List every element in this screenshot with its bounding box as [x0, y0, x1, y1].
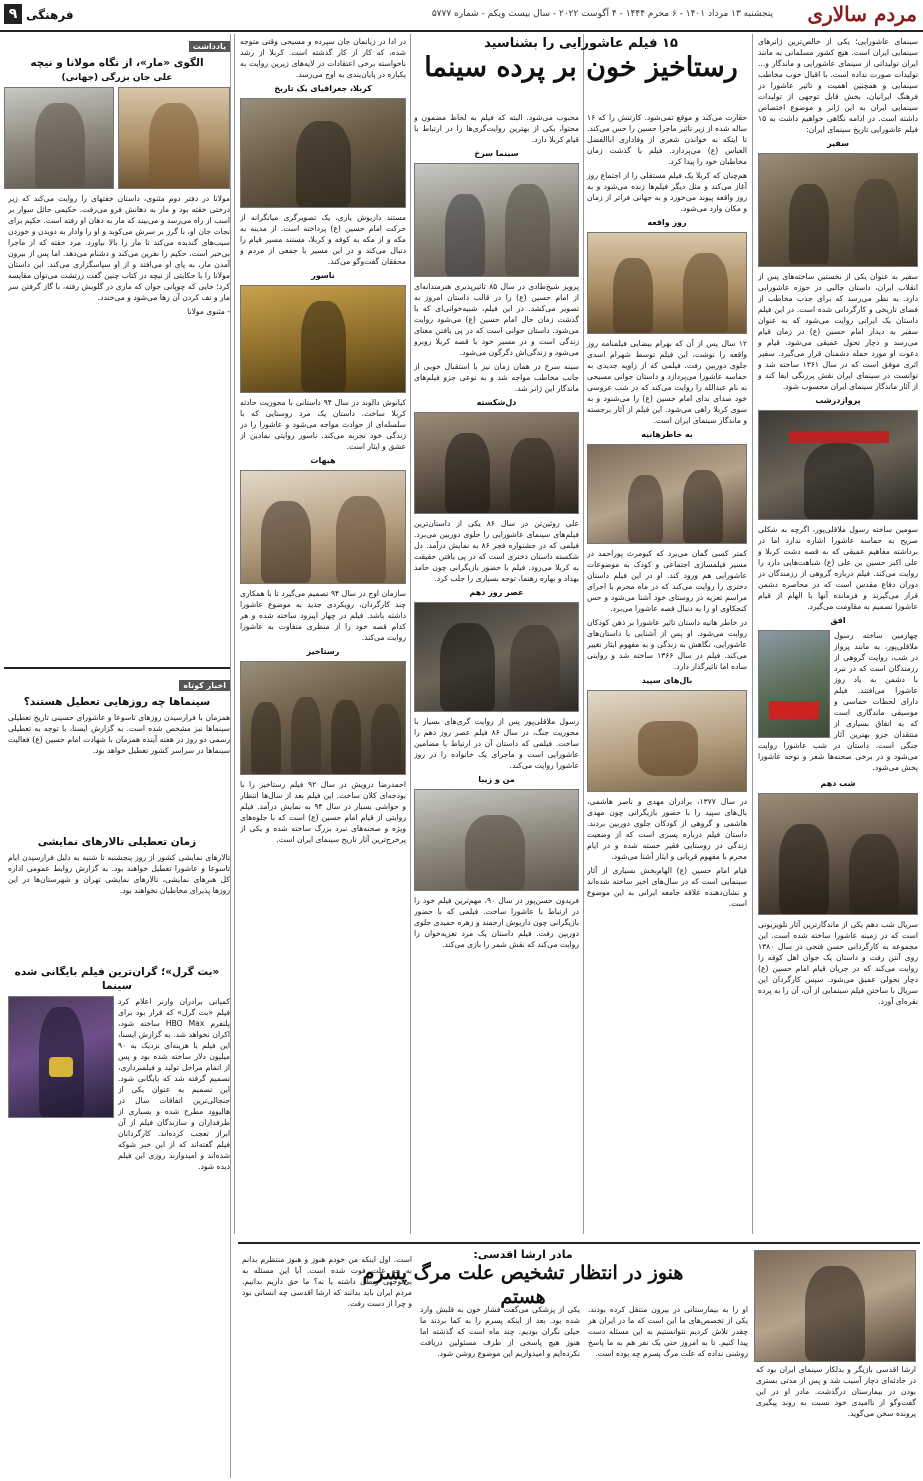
- paragraph-ofogh: چهارمین ساخته رسول ملاقلی‌پور، به مانند پرواز در شب، روایت گروهی از رزمندگان است که در نبرد با دشمن به یاد روز عاشورا می‌افتند. فیلم دارای لحظات حماسی و موسیقی ماندگاری است که به اتفاق بسیاری از منتقدان جزو بهترین آثار جنگی است. داستان در شب عاشورا روایت می‌شود و در برخی صحنه‌ها شعر و نوحه عاشورا پخش می‌شود.: [758, 631, 918, 772]
- news3-block: [4, 996, 230, 1326]
- sidebar-title: الگوی «مار»، از نگاه مولانا و نیچه: [30, 57, 204, 69]
- photo-rumi: [118, 87, 230, 189]
- photo-nietzsche: [4, 87, 114, 189]
- news3-title: «بت گرل»؛ گران‌ترین فیلم بایگانی شده سینما: [14, 966, 220, 992]
- caption-man-va-ziba: من و زیبا: [478, 775, 515, 784]
- caption-delshekasteh: دل‌شکسته: [476, 398, 517, 407]
- sidebar-essay: [8, 193, 230, 663]
- paragraph-heyhat: سازمان اوج در سال ۹۴ تصمیم می‌گیرد تا با همکاری چند کارگردان، رویکردی جدید به موضوع عاشورا داشته باشد. فیلم در چهار اپیزود ساخته شده و هر کدام قصه خود را از منظری متفاوت به عاشورا روایت می‌کند.: [240, 589, 406, 642]
- news-tag: اخبار کوتاه: [179, 680, 230, 691]
- column-1: [758, 36, 918, 1236]
- masthead: [0, 0, 923, 32]
- photo-rastakhiz: [240, 661, 406, 775]
- bottom-col-3: [420, 1304, 580, 1476]
- sidebar-signature: - مثنوی مولانا: [187, 307, 230, 316]
- news1-title: سینماها چه روزهایی تعطیل هستند؟: [23, 696, 211, 708]
- paragraph-safir: سفیر به عنوان یکی از نخستین ساخته‌های پس از انقلاب ایران، داستان جالبی در حوزه عاشورایی دارد. به نظر می‌رسد که برای جذب مخاطب از فضای تاریخی و کارگردانی شده است. در این فیلم داستان یک ایرانی روایت می‌شود که به عنوان سفیر به دیدار امام حسین (ع) در زمان قیام می‌رسد و دچار تحول عمیقی می‌شود. قیام و دعوت او مورد حمله دشمنان قرار می‌گیرد. سفیر اثری موفق است که در سال ۱۳۶۱ ساخته شد و توانست در سینمای ایران نقش پررنگی ایفا کند و از آثار ماندگار سینمای ایران محسوب شود.: [758, 272, 918, 391]
- photo-safir: [758, 153, 918, 267]
- main-headline: رستاخیز خون بر پرده سینما: [424, 52, 738, 83]
- paragraph-delshekasteh: علی روئین‌تن در سال ۸۶ یکی از داستان‌ترین فیلم‌های سینمای عاشورایی را جلوی دوربین می‌برد. فیلمی که در جشنواره فجر ۸۶ به نمایش درآمد. دل شکسته داستان دختری است که در پی یافتن حقیقت به کربلا می‌رود. فیلم با حضور بازیگرانی چون حامد بهداد و بهاره رهنما، توجه بسیاری را جلب کرد.: [414, 519, 579, 583]
- column-divider: [583, 34, 584, 1234]
- paragraph-asr-rooz-dahom: رسول ملاقلی‌پور پس از روایت گری‌های بسیار با محوریت جنگ، در سال ۸۶ فیلم عصر روز دهم را ساخت. فیلمی که داستان آن در ارتباط با مضامین عاشورایی است و ماجرای یک خانواده را در روز عاشورا روایت می‌کند.: [414, 717, 579, 770]
- photo-asr-rooz-dahom: [414, 602, 579, 712]
- sidebar-author: علی جان بزرگی (جهانی): [61, 73, 173, 83]
- photo-nasoor: [240, 285, 406, 393]
- paragraph-col3-1: محبوب می‌شود. البته که فیلم به لحاظ مضمون و محتوا، یکی از بهترین روایت‌گری‌ها را در ارتباط با قیام کربلا دارد.: [414, 113, 579, 144]
- sidebar-tag: یادداشت: [189, 41, 230, 52]
- news2-body: تالارهای نمایشی کشور از روز پنجشنبه تا شنبه به دلیل فرارسیدن ایام تاسوعا و عاشورا تعطیل خواهند بود. به گزارش روابط عمومی اداره کل هنرهای نمایشی، تالارهای نمایشی تهران و شهرستان‌ها در این روزها پذیرای مخاطبان نخواهند بود.: [8, 853, 230, 895]
- caption-hanieh: به خاطرهانیه: [641, 430, 693, 439]
- column-divider: [752, 34, 753, 1234]
- sidebar-essay-body: مولانا در دفتر دوم مثنوی، داستان خفتهای را روایت می‌کند که زیر درختی خفته بود و مار به دهانش فرو می‌رفت. حکیمی حائل سوار بر اسب از راه می‌رسد و می‌بیند که مار به دهان او رفته است. حکیم برای نجات جان او، با گرز بر سرش می‌کوبد و او را وادار به دویدن و خوردن سیب‌های گندیده می‌کند تا مار را بالا بیاورد. مرد خفته که از ماجرا بی‌خبر است، حکیم را نفرین می‌کند و دشنام می‌دهد. اما پس از بیرون آمدن مار، به پای او می‌افتد و از او سپاسگزاری می‌کند. این داستان مولانا را با حکایتی از نیچه در کتاب چنین گفت زرتشت می‌توان مقایسه کرد؛ جایی که چوپانی جوان که ماری در گلویش رفته، با گاز گرفتن سر مار و تف کردن آن رها می‌شود و می‌خندد.: [8, 194, 230, 302]
- bottom-paragraph-2: یکی از پزشکی می‌گفت فشار خون به قلبش وارد شده بود. بعد از اینکه پسرم را به کما بردند ما خیلی نگران بودیم. چند ماه است که گذشته اما هنوز هیچ پاسخی از طرف مسئولین دریافت نکرده‌ایم و امیدواریم این موضوع روشن شود.: [420, 1305, 580, 1358]
- bottom-kicker: مادر ارشا اقدسی:: [473, 1248, 573, 1261]
- paragraph-rastakhiz: احمدرضا درویش در سال ۹۲ فیلم رستاخیز را با بودجه‌ای کلان ساخت. این فیلم بعد از سال‌ها انتظار و حواشی بسیار در سال ۹۴ به نمایش درآمد. فیلم روایتی از قیام امام حسین (ع) است که با جلوه‌های ویژه و صحنه‌های نبرد بزرگ ساخته شده و یکی از پرخرج‌ترین آثار تاریخ سینمای ایران است.: [240, 780, 406, 844]
- column-3: [414, 112, 579, 1236]
- caption-sineh-sorkh: سینما سرخ: [474, 149, 519, 158]
- paragraph-sineh-sorkh-2: سینه سرخ در همان زمان نیز با استقبال خوبی از جانب مخاطب مواجه شد و به نوعی جزو فیلم‌های ماندگار این ژانر شد.: [414, 362, 579, 393]
- photo-balhaye-sepid: [587, 690, 747, 792]
- paragraph-nasoor: کیانوش دالوند در سال ۹۴ داستانی با محوریت حادثه کربلا ساخت. داستان یک مرد روستایی که با سلسله‌ای از حوادث مواجه می‌شود و عاشورا را در زندگی خود تجربه می‌کند. ناسور روایتی نمادین از عشق و ایثار است.: [240, 398, 406, 451]
- paragraph-man-va-ziba: فریدون حسن‌پور در سال ۹۰، مهم‌ترین فیلم خود را در ارتباط با عاشورا ساخت. فیلمی که با حضور بازیگرانی چون داریوش ارجمند و زهره حمیدی جلوی دوربین رفت. فیلم داستان یک مرد تعزیه‌خوان را روایت می‌کند که نقش شمر را بازی می‌کند.: [414, 896, 579, 949]
- column-divider: [234, 34, 235, 1234]
- bottom-paragraph-1: او را به بیمارستانی در بیرون منتقل کرده بودند. یکی از تخصص‌های ما این است که ما در ایران هر چقدر تلاش کردیم نتوانستیم به این مسئله دست پیدا کنیم. تا به امروز حتی یک نفر هم به ما پاسخ روشنی نداده که علت مرگ پسرم چه بوده است.: [588, 1305, 748, 1358]
- left-sidebar: [4, 34, 231, 1478]
- caption-safir: سفیر: [827, 139, 849, 148]
- caption-rastakhiz: رستاخیز: [306, 647, 340, 656]
- bottom-col-2: [588, 1304, 748, 1476]
- paragraph-karbala: مستند داریوش یاری، یک تصویرگری میانگرانه از حرکت امام حسین (ع) پرداخته است. از مدینه به مکه و از مکه به کوفه و کربلا، مستند مسیر قیام را دنبال می‌کند و در این مسیر با جمعی از مردم و محققان گفت‌وگو می‌کند.: [240, 213, 406, 266]
- paragraph-balhaye-sepid: در سال ۱۳۷۷، برادران مهدی و ناصر هاشمی، بال‌های سپید را با حضور بازیگرانی چون مهدی هاشمی و گروهی از کودکان جلوی دوربین بردند. داستان فیلم درباره پسری است که از وضعیت زندگی در روستایی فقیر خسته شده و در ایام محرم با مفهوم قربانی و ایثار آشنا می‌شود.: [587, 797, 747, 861]
- news3-body: کمپانی برادران وارنر اعلام کرد فیلم «بت گرل» که قرار بود برای پلتفرم HBO Max ساخته شود، اکران نخواهد شد. به گزارش ایسنا، این فیلم با هزینه‌ای نزدیک به ۹۰ میلیون دلار ساخته شده بود و پس از اتمام مراحل تولید و فیلمبرداری، تصمیم گرفته شد که بایگانی شود. این تصمیم به عنوان یکی از جنجالی‌ترین اتفاقات سال در هالیوود مطرح شده و بسیاری از طرفداران و سازندگان فیلم از آن ابراز تعجب کرده‌اند. کارگردانان فیلم گفته‌اند که از این خبر شوکه شده‌اند و امیدوارند روزی این فیلم دیده شود.: [118, 997, 230, 1171]
- paragraph-col4-1: در ادا در زیانمان جان سپرده و مسیحی وقتی متوجه شده، که کار از کار گذشته است. کربلا از رشد ناخواسته برخی اعتقادات در لایه‌های زیرین روایت به یکباره در پایان‌بندی به اوج می‌رسد.: [240, 37, 406, 79]
- caption-nasoor: ناسور: [311, 271, 335, 280]
- bottom-headline: هنوز در انتظار تشخیص علت مرگ پسرم هستم: [362, 1262, 684, 1308]
- caption-heyhat: هیهات: [310, 456, 336, 465]
- paragraph-col2-end: قیام امام حسین (ع) الهام‌بخش بسیاری از آثار سینمایی است که در سال‌های اخیر ساخته شده‌اند و نشان‌دهنده علاقه جامعه ایرانی به این موضوع است.: [587, 866, 747, 908]
- photo-delshekasteh: [414, 412, 579, 514]
- photo-shab-dahom: [758, 793, 918, 915]
- column-2: [587, 112, 747, 1236]
- photo-rooz-vaghe: [587, 232, 747, 334]
- news2-title: زمان تعطیلی تالارهای نمایشی: [37, 836, 197, 848]
- main-kicker: ۱۵ فیلم عاشورایی را بشناسید: [484, 36, 678, 51]
- paragraph-hanieh-2: در خاطر هانیه داستان تاثیر عاشورا بر ذهن کودکان روایت می‌شود. او پس از آشنایی با داستان‌های عاشورایی، نگاهش به زندگی و به مفهوم ایثار تغییر می‌کند. فیلم در سال ۱۳۶۶ ساخته شد و روایتی ساده اما تاثیرگذار دارد.: [587, 618, 747, 671]
- news1-body-wrap: [8, 712, 230, 832]
- photo-arsha-aghdasi: [754, 1250, 916, 1362]
- main-headline-block: [414, 36, 748, 108]
- news3-body-wrap: [118, 996, 230, 1326]
- paragraph-col2-1: حقارت می‌کند و موقع تمی‌شود. کارتنش را که ۱۶ ساله شده از زیر تاثیر ماجرا حسین را حس می‌کند. تا اینکه به خواندن شعری از وفاداری اباالفضل العباس (ع) می‌پردازد. فیلم با گذشت زمان مخاطبان خود را پیدا کرد.: [587, 113, 747, 166]
- photo-sineh-sorkh: [414, 163, 579, 277]
- paragraph-shab-dahom: سریال شب دهم یکی از ماندگارترین آثار تلویزیونی است که در زمینه عاشورا ساخته شده است. این مجموعه به کارگردانی حسن فتحی در سال ۱۳۸۰ روی آنتن رفت و داستان یک جوان اهل کوفه را روایت می‌کند که در جریان قیام امام حسین (ع) دچار تحولی عمیق می‌شود. سپس کارگردان این سریال با ساختن فیلم سینمایی از آن، آن را به پرده نقره‌ای آورد.: [758, 920, 918, 1006]
- newspaper-logo: مردم سالاری: [807, 2, 917, 26]
- paragraph-hanieh-1: کمتر کسی گمان می‌برد که کیومرث پوراحمد در مسیر فیلمسازی اجتماعی و کودک به موضوعات عاشورایی هم ورود کند. او در این فیلم داستان دختری را روایت می‌کند که در ماه محرم با اجرای مراسم تعزیه در روستای خود آشنا می‌شود و حس کنجکاوی او را به دنبال قصه عاشورا می‌برد.: [587, 549, 747, 613]
- photo-batgirl: [8, 996, 114, 1118]
- photo-man-va-ziba: [414, 789, 579, 891]
- page-number: ۹: [4, 4, 22, 24]
- photo-hanieh: [587, 444, 747, 544]
- paragraph-col2-2: هم‌چنان که کربلا یک فیلم مستقلی را از اجتماع روز آغاز می‌کند و مثل دیگر فیلم‌ها زنده می‌شود و به روز واقعه پیوند می‌خورد و به جهانی فراتر از زمان و مکان وارد می‌شود.: [587, 171, 747, 213]
- bottom-paragraph-3: است. اول اینکه من خودم هنوز و هنوز منتظرم بدانم به چه علت فوت شده است. آیا این مسئله به بی‌توجهی ربطی داشته یا نه؟ ما حق داریم بدانیم. مردم ایران باید بدانند که ارشا اقدسی چه انسانی بود و چرا از دست رفت.: [242, 1255, 412, 1308]
- photo-karbala: [240, 98, 406, 208]
- paragraph-rooz-vaghe: ۱۲ سال پس از آن که بهرام بیضایی فیلمنامه روز واقعه را نوشت، این فیلم توسط شهرام اسدی جلوی دوربین رفت. فیلمی که از زاویه جدیدی به حماسه عاشورا می‌پردازد و داستان جوانی مسیحی به نام عبدالله را روایت می‌کند که در شب عروسی خود صدای ندای امام حسین (ع) را می‌شنود و به سوی کربلا راهی می‌شود. این فیلم از آثار برجسته و ماندگار سینمای ایران است.: [587, 339, 747, 425]
- photo-heyhat: [240, 470, 406, 584]
- caption-asr-rooz-dahom: عصر روز دهم: [469, 588, 524, 597]
- bottom-col-1: [756, 1364, 916, 1476]
- caption-parvaz: پروازدرشب: [815, 396, 861, 405]
- caption-balhaye-sepid: بال‌های سپید: [641, 676, 693, 685]
- caption-karbala: کربلا، جغرافیای یک تاریخ: [274, 84, 372, 93]
- caption-rooz-vaghe: روز واقعه: [647, 218, 687, 227]
- caption-shab-dahom: شب دهم: [820, 779, 856, 788]
- photo-ofogh-poster: [758, 630, 830, 738]
- paragraph-parvaz: سومین ساخته رسول ملاقلی‌پور، اگرچه به شکلی صریح به حماسه عاشورا اشاره ندارد اما در برداشته مفاهیم عمیقی که به قصه دشت کربلا و علی اکبر حسین بن علی (ع) شباهت‌هایی دارد را روایت می‌کند. فیلم درباره گروهی از رزمندگان در دوران دفاع مقدس است که در محاصره دشمن قرار می‌گیرند و فرمانده آنها با الهام از قیام عاشورا تصمیم به مقاومت می‌گیرد.: [758, 525, 918, 611]
- section-name: فرهنگی: [26, 8, 74, 22]
- photo-parvaz: [758, 410, 918, 520]
- intro-paragraph: سینمای عاشورایی؛ یکی از خالص‌ترین ژانرهای سینمایی ایران است. هیچ کشور مسلمانی به مانند ایران تولیداتی از سینمای عاشورایی و ماندگار و... تولیدات صورت نداده است. با اقبال خوب مخاطب سینمایی و همچنین اهمیت و تاثیر عاشورا در فرهنگ ایرانیان، بخش قابل توجهی از تولیدات سینمایی ایران به این ژانر و موضوع اختصاص داشته است. در ادامه نگاهی خواهیم داشت به ۱۵ فیلم عاشورایی تاریخ سینمای ایران:: [758, 37, 918, 134]
- bottom-article: [238, 1242, 920, 1480]
- bottom-paragraph-4: ارشا اقدسی بازیگر و بدلکار سینمای ایران بود که در حادثه‌ای دچار آسیب شد و پس از مدتی بستری بودن در بیمارستان درگذشت. مادر او در این گفت‌وگو از ناامیدی خود نسبت به روند پیگیری پرونده سخن می‌گوید.: [756, 1365, 916, 1418]
- paragraph-sineh-sorkh-1: پرویز شیخ‌طادی در سال ۸۵ تاثیرپذیری هنرمندانه‌ای از امام حسین (ع) را در قالب داستان امروز به تصویر می‌کشد. در این فیلم، شبیه‌خوانی‌ای که با گذشت زمان حال امام حسین (ع) می‌شود روایت می‌شود. داستان جوانی است که در پی یافتن معنای زندگی است و در مسیر خود با قصه کربلا روبرو می‌شود و زندگی‌اش دگرگون می‌شود.: [414, 282, 579, 357]
- bottom-col-4: [242, 1254, 412, 1476]
- dateline: پنجشنبه ۱۳ مرداد ۱۴۰۱ - ۶ محرم ۱۴۴۴ - ۴ آگوست ۲۰۲۲ - سال بیست ویکم - شماره ۵۷۷۷: [431, 9, 773, 19]
- sidebar-photos: [4, 87, 230, 189]
- news2-body-wrap: [8, 852, 230, 962]
- caption-ofogh: افق: [830, 616, 846, 625]
- column-divider: [410, 34, 411, 1234]
- column-4: [240, 36, 406, 1236]
- news1-body: همزمان با فرارسیدن روزهای تاسوعا و عاشورای حسینی تاریخ تعطیلی سینماها نیز مشخص شده است. به گزارش ایسنا، با توجه به تعطیلی رسمی دو روز در هفته آینده همزمان با شهادت امام حسین (ع) فعالیت سینماها در سراسر کشور تعطیل خواهد بود.: [8, 713, 230, 755]
